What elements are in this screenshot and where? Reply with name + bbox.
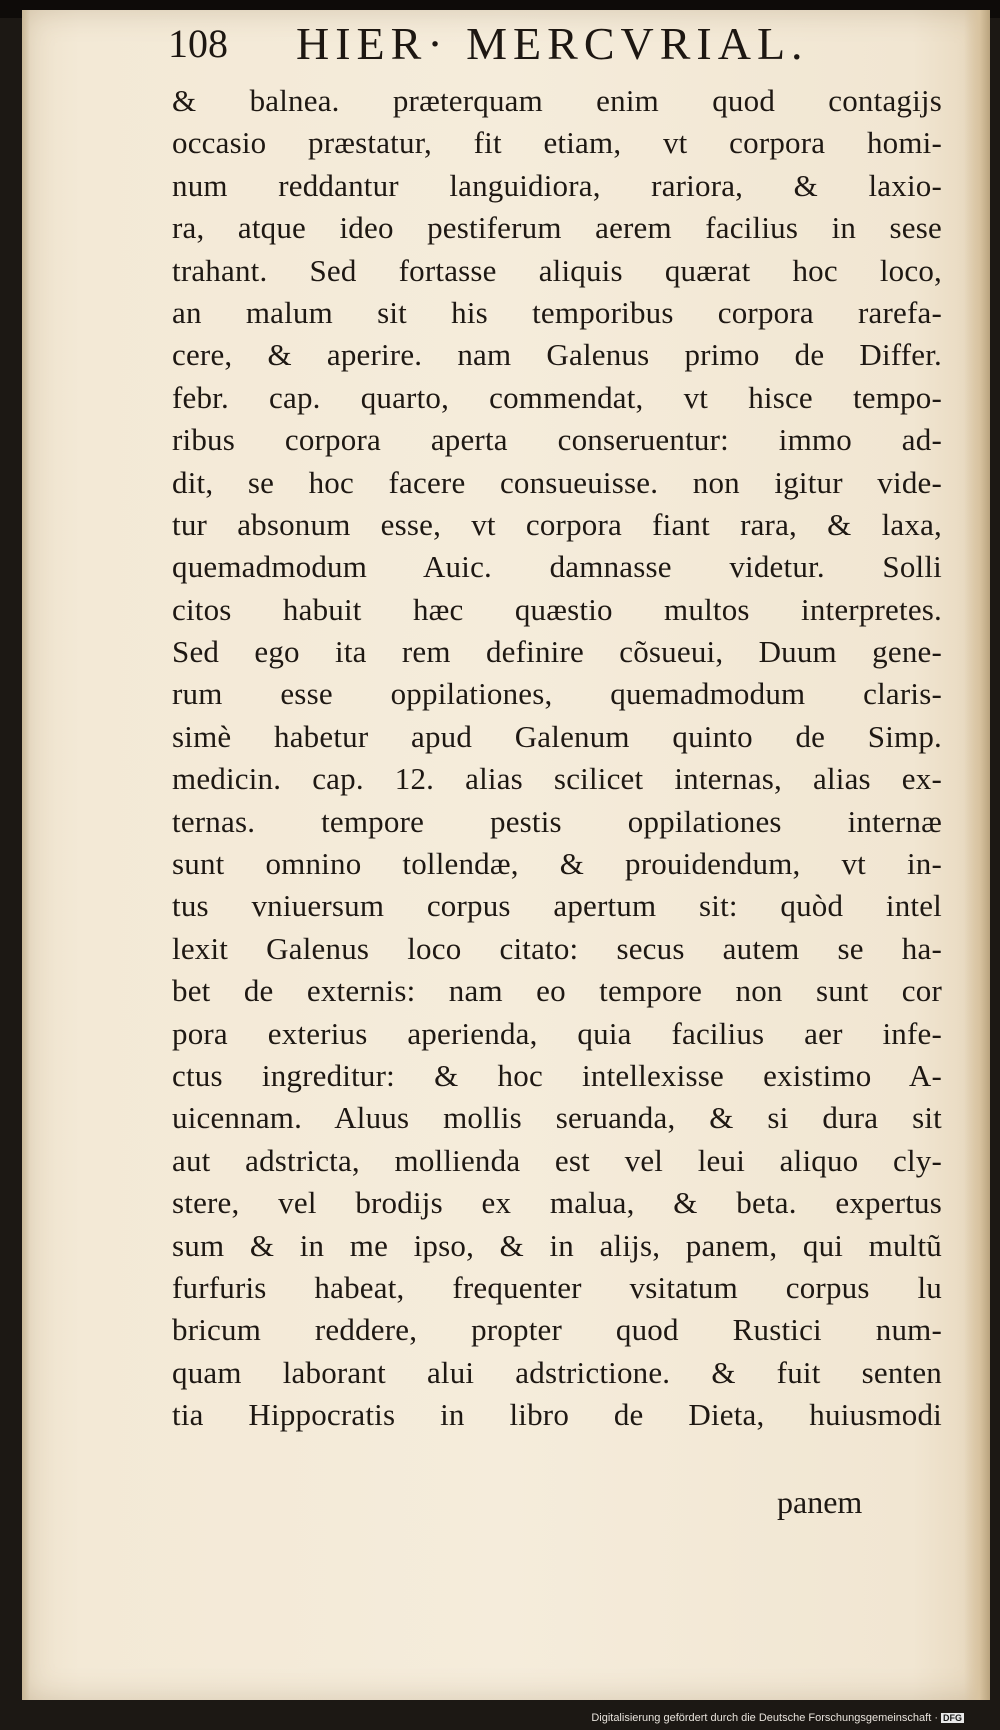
text-line: cere, & aperire. nam Galenus primo de Differ. xyxy=(172,337,942,373)
text-line: medicin. cap. 12. alias scilicet internas, alias ex- xyxy=(172,761,942,797)
text-line: lexit Galenus loco citato: secus autem se ha- xyxy=(172,930,942,966)
catchword: panem xyxy=(777,1484,863,1520)
page-number: 108 xyxy=(168,21,228,66)
text-line: occasio præstatur, fit etiam, vt corpora homi- xyxy=(172,125,942,161)
text-line: bet de externis: nam eo tempore non sunt cor xyxy=(172,973,942,1009)
page-gutter-shadow xyxy=(22,10,30,1700)
text-line: ternas. tempore pestis oppilationes internæ xyxy=(172,803,942,839)
text-line: an malum sit his temporibus corpora rarefa- xyxy=(172,294,942,330)
dfg-logo: DFG xyxy=(943,1713,962,1724)
text-line: uicennam. Aluus mollis seruanda, & si dura sit xyxy=(172,1100,942,1136)
text-line: bricum reddere, propter quod Rustici num- xyxy=(172,1312,942,1348)
text-line: Sed ego ita rem definire cõsueui, Duum gene- xyxy=(172,634,942,670)
text-line: sunt omnino tollendæ, & prouidendum, vt in- xyxy=(172,846,942,882)
text-block xyxy=(172,80,942,1437)
text-line: aut adstricta, mollienda est vel leui aliquo cly- xyxy=(172,1142,942,1178)
text-line: citos habuit hæc quæstio multos interpretes. xyxy=(172,591,942,627)
running-head xyxy=(168,14,968,74)
text-line: sum & in me ipso, & in alijs, panem, qui multũ xyxy=(172,1227,942,1263)
text-line: furfuris habeat, frequenter vsitatum corpus lu xyxy=(172,1269,942,1305)
text-line: quemadmodum Auic. damnasse videtur. Solli xyxy=(172,549,942,585)
text-line: simè habetur apud Galenum quinto de Simp. xyxy=(172,718,942,754)
text-line: ra, atque ideo pestiferum aerem facilius in sese xyxy=(172,210,942,246)
text-line: dit, se hoc facere consueuisse. non igitur vide- xyxy=(172,464,942,500)
text-line: quam laborant alui adstrictione. & fuit senten xyxy=(172,1354,942,1390)
text-line: tia Hippocratis in libro de Dieta, huiusmodi xyxy=(172,1397,942,1433)
text-line: febr. cap. quarto, commendat, vt hisce tempo- xyxy=(172,379,942,415)
text-line: trahant. Sed fortasse aliquis quærat hoc loco, xyxy=(172,252,942,288)
text-line: tur absonum esse, vt corpora fiant rara, & laxa, xyxy=(172,506,942,542)
text-line: rum esse oppilationes, quemadmodum claris- xyxy=(172,676,942,712)
text-line: num reddantur languidiora, rariora, & laxio- xyxy=(172,167,942,203)
text-line: stere, vel brodijs ex malua, & beta. expertus xyxy=(172,1185,942,1221)
text-line: pora exterius aperienda, quia facilius aer infe- xyxy=(172,1015,942,1051)
running-title: HIER· MERCVRIAL. xyxy=(296,18,809,69)
book-page xyxy=(22,10,990,1700)
text-line: ctus ingreditur: & hoc intellexisse existimo A- xyxy=(172,1057,942,1093)
text-line: ribus corpora aperta conseruentur: immo ad- xyxy=(172,422,942,458)
text-line: tus vniuersum corpus apertum sit: quòd intel xyxy=(172,888,942,924)
page-edge-shadow xyxy=(964,10,990,1700)
text-line: & balnea. præterquam enim quod contagijs xyxy=(172,83,942,118)
credit-text: Digitalisierung gefördert durch die Deutsche Forschungsgemeinschaft · xyxy=(591,1712,938,1724)
digitization-credit xyxy=(591,1712,964,1724)
